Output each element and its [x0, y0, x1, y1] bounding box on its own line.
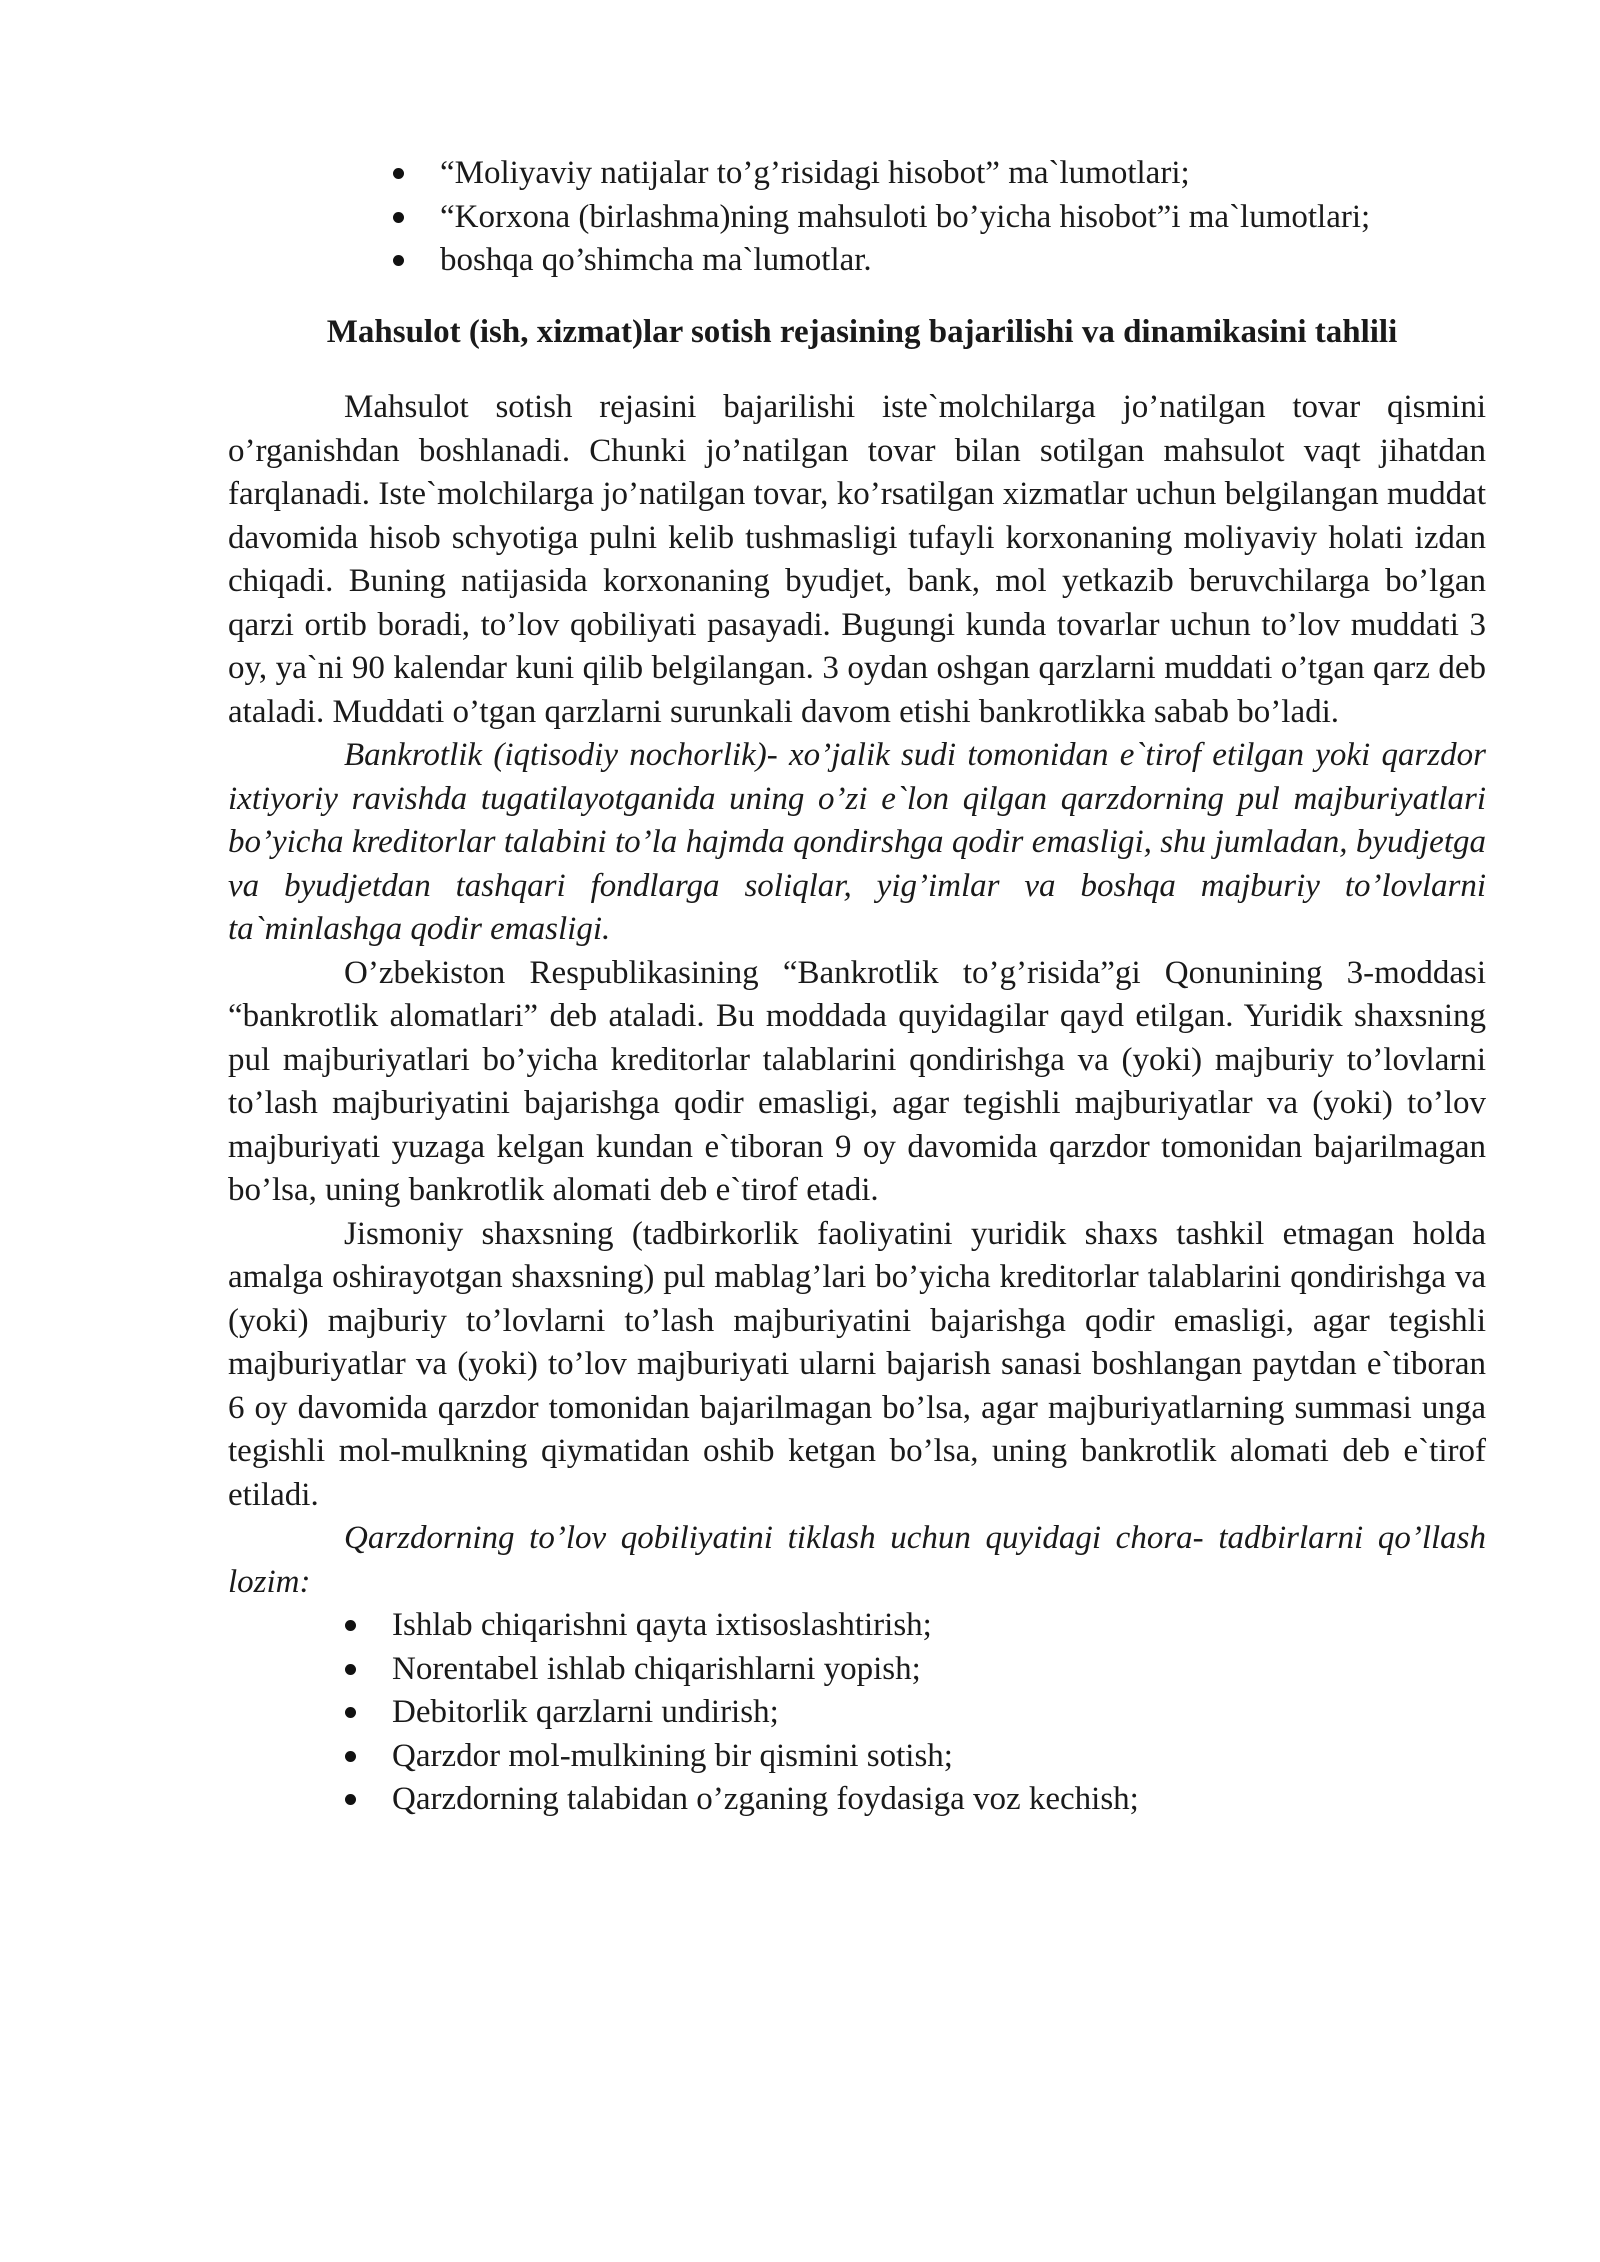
list-item-text: Qarzdor mol-mulkining bir qismini sotish;	[392, 1737, 953, 1774]
bullet-icon	[345, 1751, 356, 1762]
list-item	[228, 1604, 1486, 1648]
sources-list	[228, 152, 1486, 283]
list-item-text: Debitorlik qarzlarni undirish;	[392, 1694, 779, 1730]
list-item	[228, 152, 1486, 196]
paragraph-individual: Jismoniy shaxsning (tadbirkorlik faoliyatini yuridik shaxs tashkil etmagan holda amalga oshirayotgan shaxsning) pul mablag’lari bo’yicha kreditorlar talablarini qondirishga va (yoki) majburiy to’lovlarni to’lash majburiyatini bajarishga qodir emasligi, agar tegishli majburiyatlar va (yoki) to’lov majburiyati ularni bajarish sanasi boshlangan paytdan e`tiboran 6 oy davomida qarzdor tomonidan bajarilmagan bo’lsa, agar majburiyatlarning summasi unga tegishli mol-mulkning qiymatidan oshib ketgan bo’lsa, uning bankrotlik alomati deb e`tirof etiladi.	[228, 1215, 1486, 1513]
section-title: Mahsulot (ish, xizmat)lar sotish rejasining bajarilishi va dinamikasini tahlili	[326, 313, 1398, 350]
document-page	[228, 152, 1486, 1822]
paragraph-law-article: O’zbekiston Respublikasining “Bankrotlik to’g’risida”gi Qonunining 3-moddasi “bankrotlik alomatlari” deb ataladi. Bu moddada quyidagilar qayd etilgan. Yuridik shaxsning pul majburiyatlari bo’yicha kreditorlar talablarini qondirishga va (yoki) majburiy to’lovlarni to’lash majburiyatini bajarishga qodir emasligi, agar tegishli majburiyatlar va (yoki) to’lov majburiyati yuzaga kelgan kundan e`tiboran 9 oy davomida qarzdor tomonidan bajarilmagan bo’lsa, uning bankrotlik alomati deb e`tirof etadi.	[228, 954, 1486, 1208]
list-item	[228, 196, 1486, 240]
paragraph-measures-intro: Qarzdorning to’lov qobiliyatini tiklash uchun quyidagi chora- tadbirlarni qo’llash lozim:	[228, 1520, 1486, 1600]
bullet-icon	[393, 212, 404, 223]
list-item-text: Ishlab chiqarishni qayta ixtisoslashtirish;	[392, 1607, 932, 1643]
list-item	[228, 239, 1486, 283]
list-item-text: “Korxona (birlashma)ning mahsuloti bo’yicha hisobot”i ma`lumotlari;	[440, 198, 1371, 235]
list-item	[228, 1735, 1486, 1779]
list-item-text: Qarzdorning talabidan o’zganing foydasiga voz kechish;	[392, 1781, 1139, 1817]
bullet-icon	[393, 255, 404, 266]
paragraph-bankruptcy-definition: Bankrotlik (iqtisodiy nochorlik)- xo’jalik sudi tomonidan e`tirof etilgan yoki qarzdor ixtiyoriy ravishda tugatilayotganida uning o’zi e`lon qilgan qarzdorning pul majburiyatlari bo’yicha kreditorlar talabini to’la hajmda qondirshga qodir emasligi, shu jumladan, byudjetga va byudjetdan tashqari fondlarga soliqlar, yig’imlar va boshqa majburiy to’lovlarni ta`minlashga qodir emasligi.	[228, 737, 1486, 947]
bullet-icon	[393, 168, 404, 179]
list-item-text: boshqa qo’shimcha ma`lumotlar.	[440, 242, 872, 278]
bullet-icon	[345, 1707, 356, 1718]
bullet-icon	[345, 1794, 356, 1805]
measures-list	[228, 1604, 1486, 1822]
list-item-text: Norentabel ishlab chiqarishlarni yopish;	[392, 1650, 921, 1687]
bullet-icon	[345, 1620, 356, 1631]
list-item-text: “Moliyaviy natijalar to’g’risidagi hisobot” ma`lumotlari;	[440, 155, 1190, 191]
list-item	[228, 1648, 1486, 1692]
paragraph-sales-plan: Mahsulot sotish rejasini bajarilishi iste`molchilarga jo’natilgan tovar qismini o’rganishdan boshlanadi. Chunki jo’natilgan tovar bilan sotilgan mahsulot vaqt jihatdan farqlanadi. Iste`molchilarga jo’natilgan tovar, ko’rsatilgan xizmatlar uchun belgilangan muddat davomida hisob schyotiga pulni kelib tushmasligi tufayli korxonaning moliyaviy holati izdan chiqadi. Buning natijasida korxonaning byudjet, bank, mol yetkazib beruvchilarga bo’lgan qarzi ortib boradi, to’lov qobiliyati pasayadi. Bugungi kunda tovarlar uchun to’lov muddati 3 oy, ya`ni 90 kalendar kuni qilib belgilangan. 3 oydan oshgan qarzlarni muddati o’tgan qarz deb ataladi. Muddati o’tgan qarzlarni surunkali davom etishi bankrotlikka sabab bo’ladi.	[228, 389, 1486, 730]
list-item	[228, 1778, 1486, 1822]
list-item	[228, 1691, 1486, 1735]
bullet-icon	[345, 1664, 356, 1675]
